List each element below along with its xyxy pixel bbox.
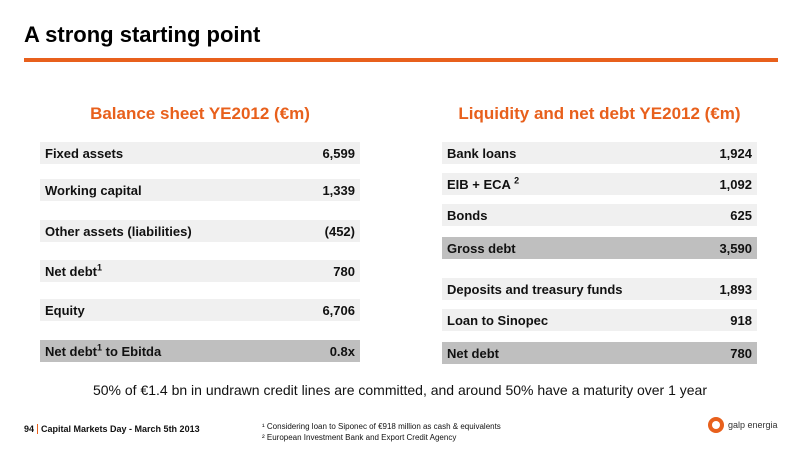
footnote-ref: 2 (514, 175, 520, 186)
row-label: Bonds (447, 207, 488, 223)
row-value: 780 (730, 345, 752, 361)
table-row-highlight (442, 237, 757, 259)
row-value: 6,706 (322, 302, 355, 318)
table-row (40, 142, 360, 164)
row-value: 6,599 (322, 145, 355, 161)
table-row-highlight (442, 342, 757, 364)
row-value: 625 (730, 207, 752, 223)
footnote-1: ¹ Considering loan to Siponec of €918 million as cash & equivalents (262, 422, 501, 431)
row-value: (452) (324, 223, 355, 239)
title-divider (24, 58, 778, 62)
row-label: EIB + ECA $^2$ (447, 175, 520, 192)
table-row-highlight (40, 340, 360, 362)
row-label: Bank loans (447, 145, 517, 161)
row-label: Net debt (447, 345, 499, 361)
table-row (442, 309, 757, 331)
row-value: 918 (730, 312, 752, 328)
row-value: 3,590 (719, 240, 752, 256)
row-label: Other assets (liabilities) (45, 223, 192, 239)
row-value: 1,893 (719, 281, 752, 297)
company-logo (708, 417, 778, 433)
row-value: 1,924 (719, 145, 752, 161)
footnote-2: ² European Investment Bank and Export Credit Agency (262, 433, 457, 442)
table-row (442, 204, 757, 226)
summary-statement: 50% of €1.4 bn in undrawn credit lines are committed, and around 50% have a maturity over 1 year (92, 382, 707, 398)
table-row (40, 299, 360, 321)
row-value: 1,339 (322, 182, 355, 198)
logo-text: galp energia (728, 420, 778, 430)
row-label: Net debt$^1$ to Ebitda (45, 342, 162, 359)
row-label: Gross debt (447, 240, 516, 256)
row-label: Net debt$^1$ (45, 262, 103, 279)
footer-slide-info (24, 424, 200, 434)
table-row (442, 173, 757, 195)
footnote-ref: 1 (97, 262, 103, 273)
row-label: Loan to Sinopec (447, 312, 549, 328)
row-label: Equity (45, 302, 85, 318)
row-value: 780 (333, 263, 355, 279)
table-row (40, 220, 360, 242)
row-value: 1,092 (719, 176, 752, 192)
page-number: 94 (24, 424, 38, 434)
event-label: Capital Markets Day - March 5th 2013 (41, 424, 200, 434)
balance-sheet-title: Balance sheet YE2012 (€m) (90, 104, 310, 123)
row-label: Working capital (45, 182, 142, 198)
footnotes (262, 421, 501, 443)
logo-icon (708, 417, 724, 433)
slide-title: A strong starting point (24, 22, 261, 47)
liquidity-title: Liquidity and net debt YE2012 (€m) (458, 104, 741, 123)
table-row (40, 260, 360, 282)
table-row (442, 142, 757, 164)
row-label: Deposits and treasury funds (447, 281, 623, 297)
row-label: Fixed assets (45, 145, 124, 161)
footnote-ref: 1 (97, 342, 103, 353)
table-row (442, 278, 757, 300)
table-row (40, 179, 360, 201)
row-value: 0.8x (329, 343, 355, 359)
